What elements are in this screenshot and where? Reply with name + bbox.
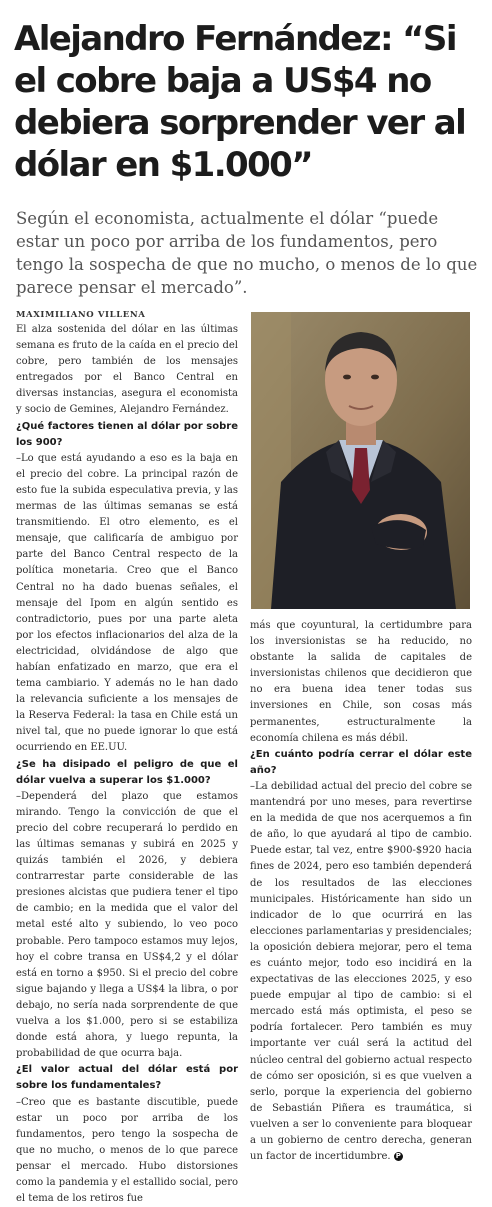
answer-3: –Creo que es bastante discutible, puede estar un poco por arriba de los fundamentos, pero tengo la sospecha de que no mucho, o menos de lo que parece pensar el mercado. Hubo distorsiones como la pandemia y el estallido social, pero el tema de los retiros fue (16, 1095, 238, 1207)
portrait-photo (251, 312, 470, 609)
intro-paragraph: El alza sostenida del dólar en las últimas semana es fruto de la caída en el precio del cobre, pero también de los mensajes entregados por el Banco Central en diversas instancias, asegura el economista y socio de Gemines, Alejandro Fernández. (16, 322, 238, 419)
byline: MAXIMILIANO VILLENA (16, 310, 236, 320)
answer-2: –Dependerá del plazo que estamos mirando. Tengo la convicción de que el precio del cobre recuperará lo perdido en las últimas semanas y subirá en 2025 y quizás también el 2026, y debiera contrarrestar parte considerable de las presiones alcistas que pudiera tener el tipo de cambio; en la medida que el valor del metal esté alto y subiendo, lo veo poco probable. Pero tampoco estamos muy lejos, hoy el cobre transa en US$4,2 y el dólar está en torno a $950. Si el precio del cobre sigue bajando y llega a US$4 la libra, o por debajo, no sería nada sorprendente de que vuelva a los $1.000, pero si se estabiliza donde está ahora, y luego repunta, la probabilidad de que ocurra baja. (16, 789, 238, 1063)
question-3: ¿El valor actual del dólar está por sobre los fundamentales? (16, 1062, 238, 1094)
headline: Alejandro Fernández: “Si el cobre baja a US$4 no debiera sorprender ver al dólar en $1.000” (14, 18, 480, 186)
answer-3-continued: más que coyuntural, la certidumbre para los inversionistas se ha reducido, no obstante la salida de capitales de inversionistas chilenos que decidieron que no era buena idea tener todas sus inversiones en Chile, son cosas más permanentes, estructuralmente la economía chilena es más débil. (250, 618, 472, 747)
article-column-1 (16, 322, 238, 1207)
lead-paragraph: Según el economista, actualmente el dólar “puede estar un poco por arriba de los fundamentos, pero tengo la sospecha de que no mucho, o menos de lo que parece pensar el mercado”. (16, 207, 478, 299)
portrait-photo-icon (251, 312, 470, 609)
question-4: ¿En cuánto podría cerrar el dólar este año? (250, 747, 472, 779)
answer-4-text: –La debilidad actual del precio del cobre se mantendrá por uno meses, para revertirse en la medida de que nos acerquemos a fin de año, lo que ayudará al tipo de cambio. Puede estar, tal vez, entre $900-$920 hacia fines de 2024, pero eso también dependerá de los resultados de las elecciones municipales. Históricamente han sido un indicador de lo que ocurrirá en las elecciones parlamentarias y presidenciales; la oposición debiera mejorar, pero el tema es cuánto mejor, todo eso incidirá en la expectativas de las elecciones 2025, y eso puede empujar al tipo de cambio: si el mercado está más optimista, el peso se podría fortalecer. Pero también es muy importante ver cuál será la actitud del núcleo central del gobierno actual respecto de cómo ser oposición, si es que vuelven a serlo, porque la experiencia del gobierno de Sebastián Piñera es traumática, si vuelven a ser lo conveniente para bloquear a un gobierno de centro derecha, generan un factor de incertidumbre. (250, 781, 472, 1162)
article-column-2 (250, 618, 472, 1165)
answer-1: –Lo que está ayudando a eso es la baja en el precio del cobre. La principal razón de esto fue la subida especulativa previa, y las mermas de las últimas semanas se está transmitiendo. El otro elemento, es el mensaje, que calificaría de ambiguo por parte del Banco Central respecto de la política monetaria. Creo que el Banco Central no ha dado buenas señales, el mensaje del Ipom en algún sentido es contradictorio, pues por una parte aleta por los efectos inflacionarios del alza de la electricidad, olvidándose de algo que habían enfatizado en marzo, que era el tema cambiario. Y además no le han dado la relevancia suficiente a los mensajes de la Reserva Federal: la tasa en Chile está un nivel tal, que no puede ignorar lo que está ocurriendo en EE.UU. (16, 451, 238, 757)
question-2: ¿Se ha disipado el peligro de que el dólar vuelva a superar los $1.000? (16, 757, 238, 789)
question-1: ¿Qué factores tienen al dólar por sobre los 900? (16, 419, 238, 451)
answer-4 (250, 779, 472, 1165)
end-mark-icon: P (394, 1152, 403, 1161)
